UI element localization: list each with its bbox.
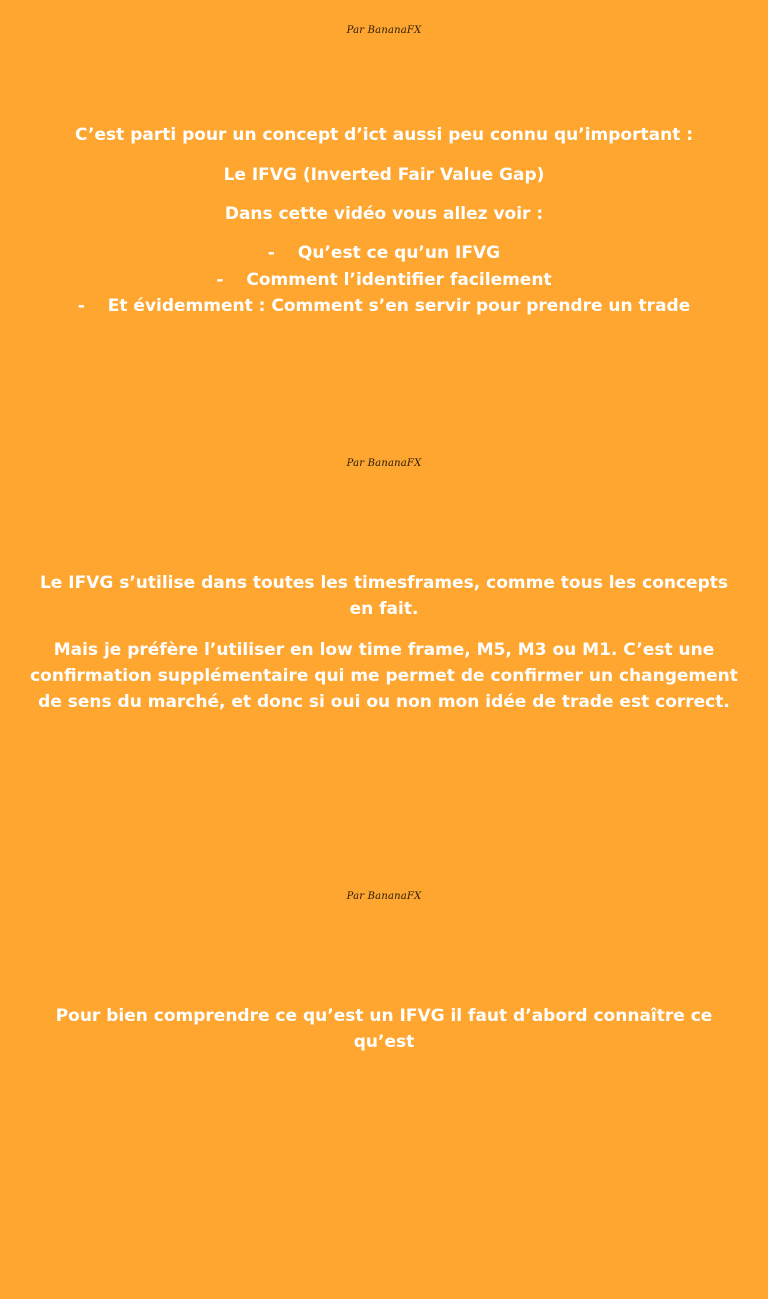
slide-intro-line [30,201,738,227]
byline: Par BananaFX [346,891,422,902]
paragraph [30,1003,738,1055]
intro-text: Dans cette vidéo vous allez voir : [224,204,544,224]
bullet-marker: - [267,243,275,263]
slide-title [30,122,738,148]
byline: Par BananaFX [346,458,422,469]
bullet-text: Et évidemment : Comment s’en servir pour prendre un trade [107,296,691,316]
title-text: C’est parti pour un concept d’ict aussi peu connu qu’important : [74,125,694,145]
paragraph-text: Le IFVG s’utilise dans toutes les timesframes, comme tous les concepts en fait. [39,573,729,619]
bullet-marker: - [216,269,224,290]
bullet-marker: - [77,296,85,316]
bullet-text: Qu’est ce qu’un IFVG [297,243,501,263]
list-item [0,267,768,294]
paragraph-text: Mais je préfère l’utiliser en low time frame, M5, M3 ou M1. C’est une confirmation supplémentaire qui me permet de confirmer un changement de sens du marché, et donc si oui ou non mon idée de trade est correct. [30,640,738,712]
slide-intro [0,0,768,433]
bullet-list [0,240,768,320]
paragraph [30,570,738,622]
list-item [0,293,768,320]
paragraph [30,637,738,715]
slide-definition [0,866,768,1299]
slide-subtitle [30,162,738,188]
byline: Par BananaFX [346,25,422,36]
list-item [0,240,768,267]
slide-usage [0,433,768,866]
subtitle-text: Le IFVG (Inverted Fair Value Gap) [223,165,545,185]
paragraph-text: Pour bien comprendre ce qu’est un IFVG il faut d’abord connaître ce qu’est [55,1006,713,1052]
bullet-text: Comment l’identifier facilement [246,269,552,290]
